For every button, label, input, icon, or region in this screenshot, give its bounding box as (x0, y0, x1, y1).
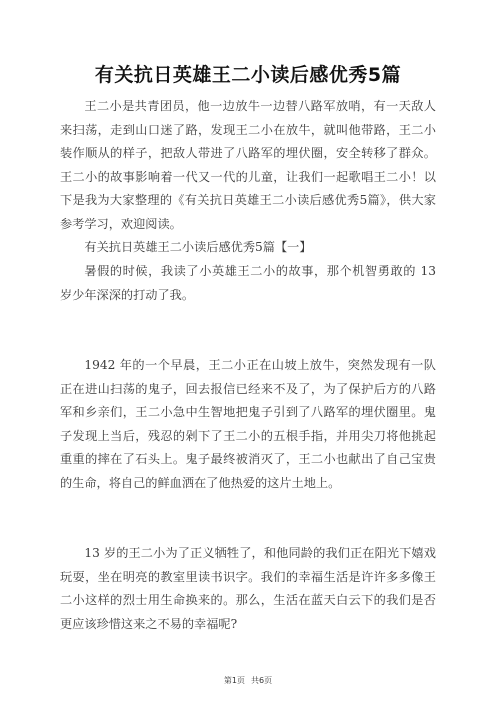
paragraph-3: 1942 年的一个早晨，王二小正在山坡上放牛，突然发现有一队正在进山扫荡的鬼子，回去报信已经来不及了，为了保护后方的八路军和乡亲们，王二小急中生智地把鬼子引到了八路军的埋伏圈里。鬼子发现上当后，残忍的剁下了王二小的五根手指，并用尖刀将他挑起重重的摔在了石头上。鬼子最终被消灭了，王二小也献出了自己宝贵的生命，将自己的鲜血洒在了他热爱的这片土地上。 (60, 358, 436, 490)
page-footer (0, 675, 496, 686)
section-heading: 有关抗日英雄王二小读后感优秀5篇【一】 (84, 240, 312, 254)
page-total: 共6页 (251, 676, 273, 685)
page-number: 第1页 (223, 676, 245, 685)
paragraph-2: 暑假的时候，我读了小英雄王二小的故事，那个机智勇敢的 13 岁少年深深的打动了我。 (60, 264, 436, 302)
intro-paragraph: 王二小是共青团员，他一边放牛一边替八路军放哨，有一天敌人来扫荡，走到山口迷了路，发现王二小在放牛，就叫他带路，王二小装作顺从的样子，把敌人带进了八路军的埋伏圈，安全转移了群众。王二小的故事影响着一代又一代的儿童，让我们一起歌唱王二小！以下是我为大家整理的《有关抗日英雄王二小读后感优秀5篇》，供大家参考学习，欢迎阅读。 (60, 99, 436, 231)
document-title: 有关抗日英雄王二小读后感优秀5篇 (94, 64, 402, 86)
paragraph-4: 13 岁的王二小为了正义牺牲了，和他同龄的我们正在阳光下嬉戏玩耍，坐在明亮的教室里读书识字。我们的幸福生活是许许多多像王二小这样的烈士用生命换来的。那么，生活在蓝天白云下的我们是否更应该珍惜这来之不易的幸福呢? (60, 546, 436, 631)
